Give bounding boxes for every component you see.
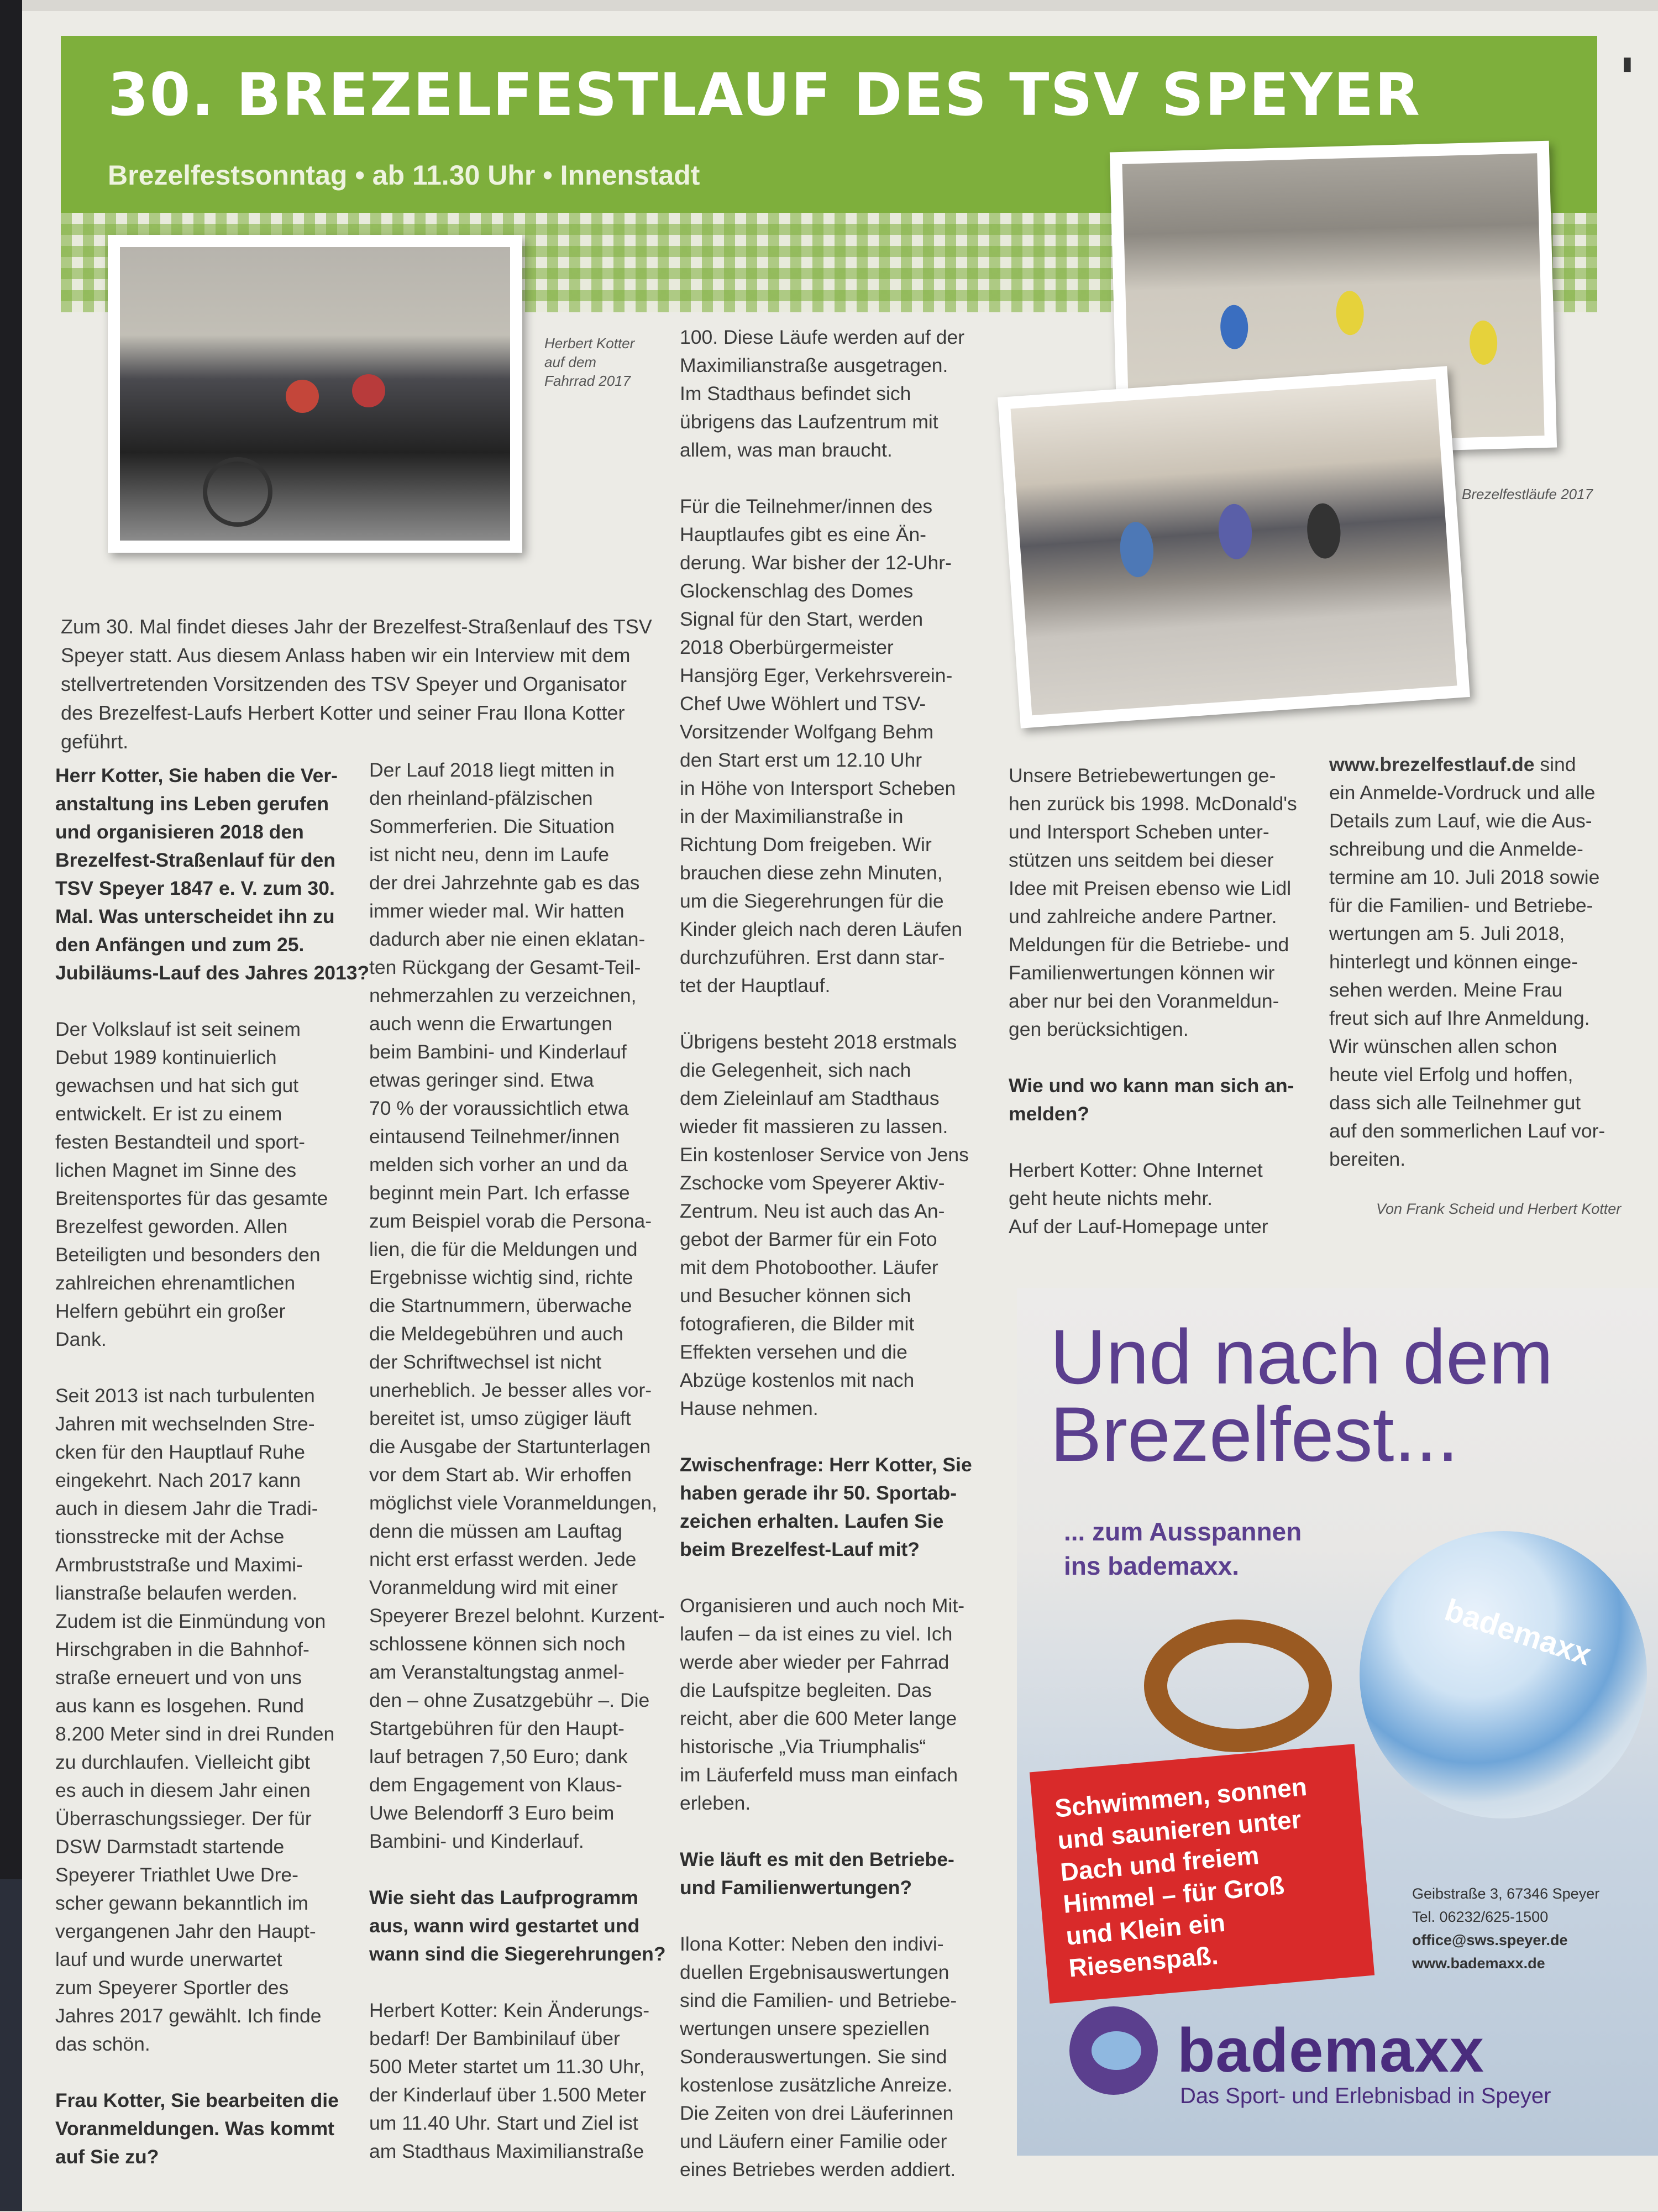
ad-contact (1412, 1882, 1599, 1975)
answer-3: Herbert Kotter: Kein Änderungs- bedarf! Der Bambinilauf über 500 Meter startet um 11.30 Uhr, der Kinderlauf über 1.500 Meter um 11.40 Uhr. Start und Ziel ist am Stadthaus Maximilianstraße (369, 1999, 650, 2162)
photo-caption-kotter: Herbert Kotter auf dem Fahrrad 2017 (544, 335, 635, 389)
page-marker: ▮ (1622, 53, 1633, 74)
answer-2: Der Lauf 2018 liegt mitten in den rheinland-pfälzischen Sommerferien. Die Situation ist nicht neu, denn im Laufe der drei Jahrzehnte gab es das immer wieder mal. Wir hatten dadurch aber nie einen eklatan- ten Rückgang der Gesamt-Teil- nehmerzahlen zu verzeichnen, auch wenn die Erwartungen beim Bambini- und Kinderlauf etwas geringer sind. Etwa 70 % der voraussichtlich etwa eintausend Teilnehmer/innen melden sich vorher an und da beginnt mein Part. Ich erfasse zum Beispiel vorab die Persona- lien, die für die Meldungen und Ergebnisse wichtig sind, richte die Startnummern, überwache die Meldegebühren und auch der Schriftwechsel ist nicht unerheblich. Je besser alles vor- bereitet ist, umso zügiger läuft die Ausgabe der Startunterlagen vor dem Start ab. Wir erhoffen möglichst viele Voranmeldungen, denn die müssen am Lauftag nicht erst erfasst werden. Jede Voranmeldung wird mit einer Speyerer Brezel belohnt. Kurzent- schlossene können sich noch am Veranstaltungstag anmel- den – ohne Zusatzgebühr –. Die Startgebühren für den Haupt- lauf betragen 7,50 Euro; dank dem Engagement von Klaus- Uwe Belendorff 3 Euro beim Bambini- und Kinderlauf. (369, 759, 665, 1852)
beach-ball-icon (1360, 1531, 1647, 1818)
author-credit: Von Frank Scheid und Herbert Kotter (1376, 1201, 1622, 1217)
answer-5: Ilona Kotter: Neben den indivi- duellen Ergebnisauswertungen sind die Familien- und Betriebe- wertungen unsere speziellen Sonderauswertungen. Sie sind kostenlose zusätzliche Anreize. Die Zeiten von drei Läuferinnen und Läufern einer Familie oder eines Betriebes werden addiert. (680, 1933, 957, 2180)
ad-address: Geibstraße 3, 67346 Speyer (1412, 1885, 1600, 1902)
ad-red-box (1030, 1744, 1374, 2004)
question-3: Wie sieht das Laufprogramm aus, wann wird gestartet und wann sind die Siegerehrungen? (369, 1886, 666, 1965)
intro-paragraph (61, 612, 683, 756)
answer-3b: 100. Diese Läufe werden auf der Maximilianstraße ausgetragen. Im Stadthaus befindet sich übrigens das Laufzentrum mit allem, was man braucht. (680, 326, 965, 461)
ball-logo-text: bademaxx (1440, 1592, 1596, 1672)
answer-1: Der Volkslauf ist seit seinem Debut 1989 kontinuierlich gewachsen und hat sich gut entwickelt. Er ist zu einem festen Bestandteil und sport- lichen Magnet im Sinne des Breitensportes für das gesamte Brezelfest geworden. Allen Beteiligten und besonders den zahlreichen ehrenamtlichen Helfern gebührt ein großer Dank. (55, 1018, 328, 1350)
bademaxx-tagline: Das Sport- und Erlebnisbad in Speyer (1180, 2084, 1551, 2108)
question-2: Frau Kotter, Sie bearbeiten die Voranmeldungen. Was kommt auf Sie zu? (55, 2089, 339, 2168)
column-3 (680, 323, 1011, 2212)
article-subtitle: Brezelfestsonntag • ab 11.30 Uhr • Innenstadt (108, 160, 700, 191)
answer-1b: Seit 2013 ist nach turbulenten Jahren mit wechselnden Stre- cken für den Hauptlauf Ruhe eingekehrt. Nach 2017 kann auch in diesem Jahr die Tradi- tionsstrecke mit der Achse Armbruststraße und Maximi- lianstraße belaufen werden. Zudem ist die Einmündung von Hirschgraben in die Bahnhof- straße erneuert und von uns aus kann es losgehen. Rund 8.200 Meter sind in drei Runden zu durchlaufen. Vielleicht gibt es auch in diesem Jahr einen Überraschungssieger. Der für DSW Darmstadt startende Speyerer Triathlet Uwe Dre- scher gewann bekanntlich im vergangenen Jahr den Haupt- lauf und wurde unerwartet zum Speyerer Sportler des Jahres 2017 gewählt. Ich finde das schön. (55, 1385, 335, 2055)
website-link[interactable]: www.brezelfestlauf.de (1329, 753, 1535, 775)
intro-text: Zum 30. Mal findet dieses Jahr der Brezelfest-Straßenlauf des TSV Speyer statt. Aus diesem Anlass haben wir ein Interview mit dem stellvertretenden Vorsitzenden des TSV Speyer und Organisator des Brezelfest-Laufs Herbert Kotter und seiner Frau Ilona Kotter geführt. (61, 615, 652, 753)
question-6: Wie und wo kann man sich an- melden? (1009, 1074, 1294, 1125)
question-5: Wie läuft es mit den Betriebe- und Familienwertungen? (680, 1848, 954, 1899)
ad-red-box-text: Schwimmen, sonnen und saunieren unter Dach und freiem Himmel – für Groß und Klein ein Riesenspaß. (1053, 1771, 1308, 1983)
ad-subheadline: ... zum Ausspannen ins bademaxx. (1064, 1517, 1302, 1580)
column-5 (1329, 751, 1658, 1202)
bademaxx-logo-icon (1069, 2006, 1158, 2095)
ad-headline: Und nach dem Brezelfest... (1050, 1313, 1554, 1477)
photo-runners-street (998, 366, 1470, 728)
photo-runners-start (108, 235, 522, 553)
answer-5b: Unsere Betriebewertungen ge- hen zurück bis 1998. McDonald's und Intersport Scheben unter- stützen uns seitdem bei dieser Idee mit Preisen ebenso wie Lidl und zahlreiche andere Partner. Meldungen für die Betriebe- und Familienwertungen können wir aber nur bei den Voranmeldun- gen berücksichtigen. (1009, 764, 1297, 1040)
bademaxx-advertisement (1017, 1288, 1658, 2156)
answer-6: Herbert Kotter: Ohne Internet geht heute nichts mehr. Auf der Lauf-Homepage unter (1009, 1159, 1268, 1238)
question-1: Herr Kotter, Sie haben die Ver- anstaltung ins Leben gerufen und organisieren 2018 den Brezelfest-Straßenlauf für den TSV Speyer 1847 e. V. zum 30. Mal. Was unterscheidet ihn zu den Anfängen und zum 25. Jubiläums-Lauf des Jahres 2013? (55, 764, 370, 984)
photo-caption-laufe: Brezelfestläufe 2017 (1462, 486, 1593, 502)
ad-phone: Tel. 06232/625-1500 (1412, 1909, 1549, 1925)
answer-6b: www.brezelfestlauf.de sind ein Anmelde-Vordruck und alle Details zum Lauf, wie die Aus- schreibung und die Anmelde- termine am 10. Juli 2018 sowie für die Familien- und Betriebe- wertungen am 5. Juli 2018, hinterlegt und können einge- sehen werden. Meine Frau freut sich auf Ihre Anmeldung. Wir wünschen allen schon heute viel Erfolg und hoffen, dass sich alle Teilnehmer gut auf den sommerlichen Lauf vor- bereiten. (1329, 753, 1605, 1170)
column-4 (1009, 762, 1346, 1269)
answer-3c: Für die Teilnehmer/innen des Hauptlaufes gibt es eine Än- derung. War bisher der 12-Uhr- Glockenschlag des Domes Signal für den Start, werden 2018 Oberbürgermeister Hansjörg Eger, Verkehrsverein- Chef Uwe Wöhlert und TSV- Vorsitzender Wolfgang Behm den Start erst um 12.10 Uhr in Höhe von Intersport Scheben in der Maximilianstraße in Richtung Dom freigeben. Wir brauchen diese zehn Minuten, um die Siegerehrungen für die Kinder gleich nach deren Läufen durchzuführen. Erst dann star- tet der Hauptlauf. (680, 495, 963, 997)
ad-website[interactable]: www.bademaxx.de (1412, 1955, 1545, 1972)
ad-email[interactable]: office@sws.speyer.de (1412, 1932, 1568, 1948)
bademaxx-logo-text: bademaxx (1177, 2016, 1484, 2085)
pretzel-icon (1144, 1619, 1332, 1752)
column-1 (55, 762, 370, 2199)
article-title: 30. BREZELFESTLAUF DES TSV SPEYER (108, 61, 1421, 129)
column-2 (369, 756, 695, 2194)
question-4: Zwischenfrage: Herr Kotter, Sie haben gerade ihr 50. Sportab- zeichen erhalten. Laufen Sie beim Brezelfest-Lauf mit? (680, 1454, 972, 1560)
answer-3d: Übrigens besteht 2018 erstmals die Gelegenheit, sich nach dem Zieleinlauf am Stadthaus wieder fit massieren zu lassen. Ein kostenloser Service von Jens Zschocke vom Speyerer Aktiv- Zentrum. Neu ist auch das An- gebot der Barmer für ein Foto mit dem Photoboother. Läufer und Besucher können sich fotografieren, die Bilder mit Effekten versehen und die Abzüge kostenlos mit nach Hause nehmen. (680, 1031, 969, 1419)
answer-4: Organisieren und auch noch Mit- laufen – da ist eines zu viel. Ich werde aber wieder per Fahrrad die Laufspitze begleiten. Das reicht, aber die 600 Meter lange historische „Via Triumphalis“ im Läuferfeld muss man einfach erleben. (680, 1595, 965, 1814)
